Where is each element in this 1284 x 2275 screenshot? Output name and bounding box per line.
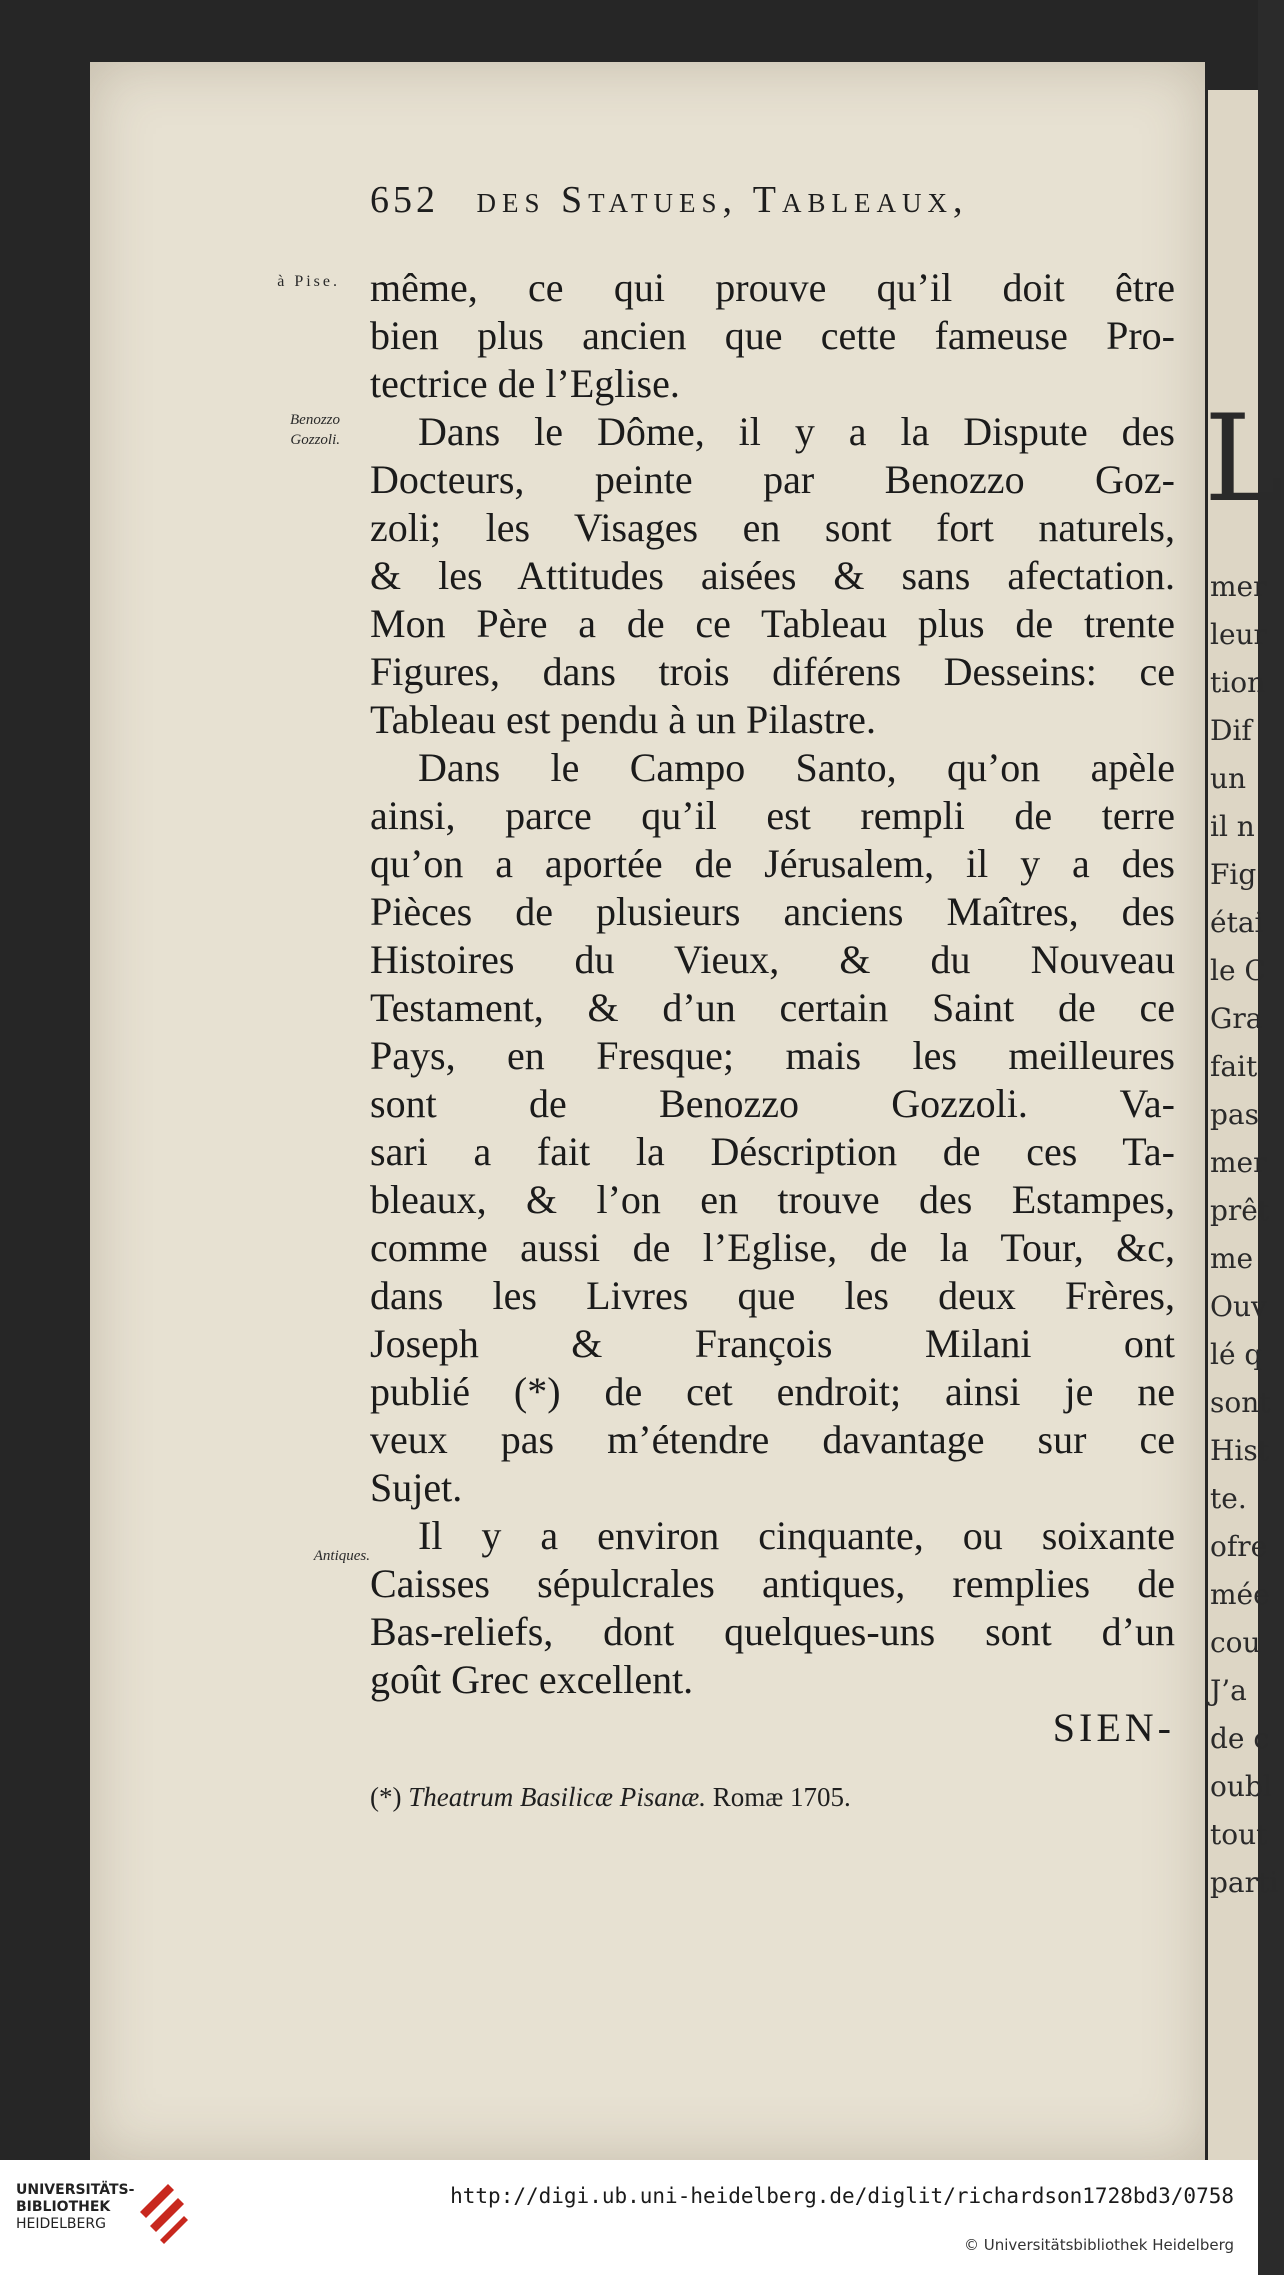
next-page-fragment: parti	[1210, 1866, 1279, 1899]
margin-note-line: Benozzo	[290, 412, 340, 428]
text-line: goût Grec excellent.	[370, 1657, 694, 1702]
text-line: Pays, en Fresque; mais les meilleures	[370, 1033, 1175, 1078]
next-page-fragment: Ouv	[1210, 1290, 1267, 1323]
next-page-fragment: pas	[1210, 1098, 1259, 1131]
text-line: Joseph & François Milani ont	[370, 1321, 1175, 1366]
footnote-marker: (*)	[370, 1782, 402, 1812]
text-line: Dans le Dôme, il y a la Dispute des	[418, 409, 1175, 454]
text-line: & les Attitudes aisées & sans afectation.	[370, 553, 1175, 598]
next-page-fragment: de c	[1210, 1722, 1270, 1755]
next-page-fragment: cou	[1210, 1626, 1261, 1659]
text-line: Tableau est pendu à un Pilastre.	[370, 697, 876, 742]
text-line: Bas-reliefs, dont quelques-uns sont d’un	[370, 1609, 1175, 1654]
text-line: Pièces de plusieurs anciens Maîtres, des	[370, 889, 1175, 934]
next-page-fragment: sont	[1210, 1386, 1271, 1419]
next-page-fragment: lé q	[1210, 1338, 1263, 1371]
next-page-fragment: il n	[1210, 810, 1255, 843]
library-emblem-icon	[134, 2178, 190, 2250]
margin-note-line: Gozzoli.	[290, 432, 340, 448]
text-line: Histoires du Vieux, & du Nouveau	[370, 937, 1175, 982]
text-line: Dans le Campo Santo, qu’on apèle	[418, 745, 1175, 790]
next-page-fragment: leur	[1210, 618, 1267, 651]
logo-line: HEIDELBERG	[16, 2216, 106, 2232]
library-logo-text	[16, 2182, 134, 2233]
margin-note-artist	[200, 410, 340, 450]
viewer-footer	[0, 2160, 1258, 2275]
text-line: sont de Benozzo Gozzoli. Va-	[370, 1081, 1175, 1126]
text-line: tectrice de l’Eglise.	[370, 361, 680, 406]
text-line: zoli; les Visages en sont fort naturels,	[370, 505, 1175, 550]
next-page-fragment: me	[1210, 1242, 1254, 1275]
text-line: qu’on a aportée de Jérusalem, il y a des	[370, 841, 1175, 886]
logo-line: UNIVERSITÄTS-	[16, 2182, 135, 2198]
next-page-fragment: tion	[1210, 666, 1266, 699]
next-page-fragment: mer	[1210, 570, 1267, 603]
text-line: Figures, dans trois diférens Desseins: ce	[370, 649, 1175, 694]
text-line: veux pas m’étendre davantage sur ce	[370, 1417, 1175, 1462]
next-page-fragment: Fig	[1210, 858, 1257, 891]
next-page-fragment: te.	[1210, 1482, 1247, 1515]
next-page-fragment: L	[1204, 390, 1284, 529]
footnote	[370, 1782, 1175, 1813]
text-line: bien plus ancien que cette fameuse Pro-	[370, 313, 1175, 358]
text-line: Caisses sépulcrales antiques, remplies de	[370, 1561, 1175, 1606]
text-line: bleaux, & l’on en trouve des Estampes,	[370, 1177, 1175, 1222]
next-page-fragment: mer	[1210, 1146, 1267, 1179]
text-line: sari a fait la Déscription de ces Ta-	[370, 1129, 1175, 1174]
text-line: même, ce qui prouve qu’il doit être	[370, 265, 1175, 310]
next-page-fragment: oubl	[1210, 1770, 1272, 1803]
footnote-place-date: Romæ 1705.	[712, 1782, 851, 1812]
next-page-fragment: ofre	[1210, 1530, 1268, 1563]
text-line: publié (*) de cet endroit; ainsi je ne	[370, 1369, 1175, 1414]
running-title: des Statues, Tableaux,	[476, 179, 969, 221]
margin-note-place: à Pise.	[277, 273, 340, 290]
catchword: SIEN-	[1052, 1705, 1175, 1750]
text-line: comme aussi de l’Eglise, de la Tour, &c,	[370, 1225, 1175, 1270]
next-page-fragment: fait	[1210, 1050, 1258, 1083]
next-page-fragment: un	[1210, 762, 1247, 795]
copyright-notice: © Universitätsbibliothek Heidelberg	[963, 2236, 1234, 2254]
text-line: dans les Livres que les deux Frères,	[370, 1273, 1175, 1318]
next-page-fragment: J’a	[1210, 1674, 1247, 1707]
body-text	[370, 264, 1175, 1752]
text-line: Docteurs, peinte par Benozzo Goz-	[370, 457, 1175, 502]
next-page-fragment: mée	[1210, 1578, 1270, 1611]
page-number: 652	[370, 179, 439, 221]
running-header	[370, 178, 1170, 238]
next-page-fragment: tout	[1210, 1818, 1268, 1851]
text-line: Mon Père a de ce Tableau plus de trente	[370, 601, 1175, 646]
next-page-fragment: Gra	[1210, 1002, 1263, 1035]
footnote-title: Theatrum Basilicæ Pisanæ.	[408, 1782, 706, 1812]
next-page-fragment: étai	[1210, 906, 1264, 939]
next-page-fragment: le C	[1210, 954, 1266, 987]
text-line: Testament, & d’un certain Saint de ce	[370, 985, 1175, 1030]
text-line: ainsi, parce qu’il est rempli de terre	[370, 793, 1175, 838]
next-page-fragment: Dif	[1210, 714, 1252, 747]
margin-note-antiques: Antiques.	[313, 1548, 370, 1564]
next-page-fragment: Hist	[1210, 1434, 1269, 1467]
next-page-fragment: prêt	[1210, 1194, 1270, 1227]
adjacent-page-edge	[1204, 90, 1284, 2160]
library-logo[interactable]	[16, 2178, 186, 2258]
text-line: Sujet.	[370, 1465, 463, 1510]
text-line: Il y a environ cinquante, ou soixante	[418, 1513, 1175, 1558]
logo-line: BIBLIOTHEK	[16, 2199, 111, 2215]
permalink-url[interactable]: http://digi.ub.uni-heidelberg.de/diglit/richardson1728bd3/0758	[450, 2184, 1234, 2208]
